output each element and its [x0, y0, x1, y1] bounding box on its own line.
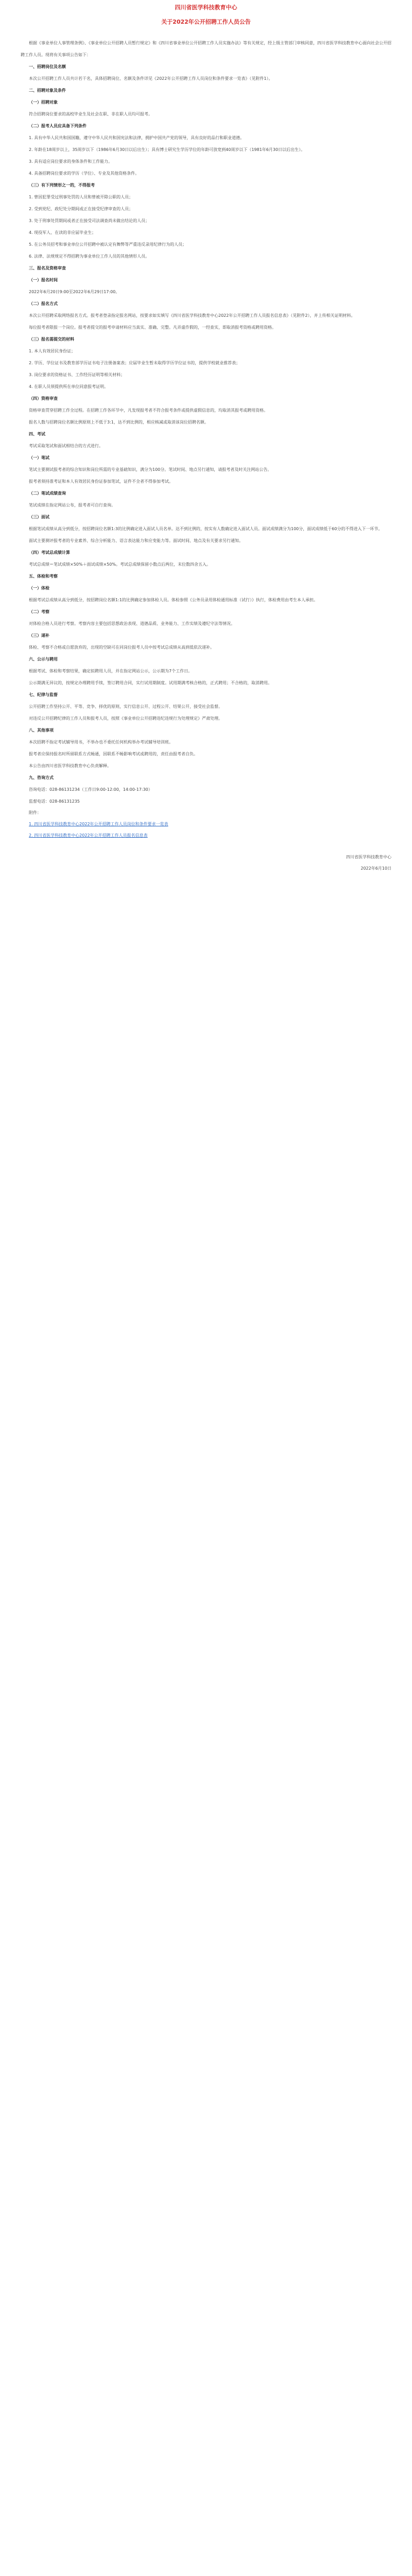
section-heading: （三）有下列情形之一的，不得报考	[29, 183, 95, 188]
paragraph: 根据考试、体检和考察结果，确定拟聘用人员，并在指定网站公示，公示期为7个工作日。	[29, 669, 193, 673]
section-heading: （一）笔试	[29, 455, 49, 460]
paragraph: 3. 岗位要求的资格证书、工作经历证明等相关材料；	[29, 372, 125, 377]
section-heading: 三、报名及资格审查	[29, 266, 66, 270]
section-heading: 一、招聘岗位及名额	[29, 64, 66, 69]
paragraph: 本公告由四川省医学科技教育中心负责解释。	[29, 764, 111, 768]
paragraph: 报名人数与招聘岗位名额比例原则上不低于3:1，达不到比例的，相应核减或取消该岗位招聘名额。	[29, 420, 209, 425]
section-heading: （三）递补	[29, 633, 49, 638]
paragraph: 1. 曾因犯罪受过刑事处罚的人员和曾被开除公职的人员；	[29, 195, 133, 199]
paragraph: 本次公开招聘采取网络报名方式。报考者登录指定报名网站，按要求如实填写《四川省医学科技教育中心2022年公开招聘工作人员报名信息表》（见附件2），并上传相关证明材料。	[29, 313, 355, 318]
paragraph: 2. 学历、学位证书及教育部学历证书电子注册备案表；应届毕业生暂未取得学历学位证书的，提供学校就业推荐表；	[29, 361, 241, 365]
section-heading: （四）资格审查	[29, 396, 58, 401]
attachment-link[interactable]: 1. 四川省医学科技教育中心2022年公开招聘工作人员岗位和条件要求一览表	[29, 822, 168, 826]
paragraph: 咨询电话：028-86131234（工作日9:00-12:00，14:00-17:30）	[29, 787, 152, 792]
paragraph: 报考者应保持报名时所留联系方式畅通，因联系不畅影响考试或聘用的，责任由报考者自负。	[29, 752, 198, 756]
document-page	[21, 0, 391, 874]
paragraph: 2022年6月20日9:00至2022年6月29日17:00。	[29, 290, 120, 294]
org-title: 四川省医学科技教育中心	[175, 4, 237, 11]
paragraph: 4. 在职人员须提供所在单位同意报考证明。	[29, 384, 109, 389]
paragraph: 对违反公开招聘纪律的工作人员和报考人员，按照《事业单位公开招聘违纪违规行为处理规定》严肃处理。	[29, 716, 222, 721]
paragraph: 公开招聘工作坚持公开、平等、竞争、择优的原则，实行信息公开、过程公开、结果公开，接受社会监督。	[29, 704, 222, 709]
signature-org: 四川省医学科技教育中心	[346, 855, 391, 859]
section-heading: （二）报名方式	[29, 301, 58, 306]
signature-block	[21, 852, 391, 874]
paragraph: 考试总成绩＝笔试成绩×50%＋面试成绩×50%。考试总成绩保留小数点后两位，末位数四舍五入。	[29, 562, 211, 567]
section-heading: （一）体检	[29, 586, 49, 590]
paragraph: 考试采取笔试和面试相结合的方式进行。	[29, 444, 103, 448]
paragraph: 每位报考者限报一个岗位。报考者提交的报考申请材料应当真实、准确、完整。凡弄虚作假的，一经查实，即取消报考资格或聘用资格。	[29, 325, 276, 330]
notice-body	[21, 37, 391, 807]
section-heading: 七、纪律与监督	[29, 692, 58, 697]
paragraph: 资格审查贯穿招聘工作全过程。在招聘工作各环节中，凡发现报考者不符合报考条件或提供虚假信息的，均取消其报考或聘用资格。	[29, 408, 268, 413]
section-heading: （一）报名时间	[29, 278, 58, 282]
section-heading: 五、体检和考察	[29, 574, 58, 579]
paragraph: 监督电话：028-86131235	[29, 799, 80, 804]
paragraph: 4. 现役军人、在读的非应届毕业生；	[29, 230, 96, 235]
paragraph: 2. 受到党纪、政纪处分期间或正在接受纪律审查的人员；	[29, 207, 133, 211]
attachment-link[interactable]: 2. 四川省医学科技教育中心2022年公开招聘工作人员报名信息表	[29, 833, 148, 838]
paragraph: 根据《事业单位人事管理条例》、《事业单位公开招聘人员暂行规定》和《四川省事业单位公开招聘工作人员实施办法》等有关规定，经上级主管部门审核同意，四川省医学科技教育中心面向社会公开招聘工作人员。现将有关事项公告如下：	[21, 41, 391, 57]
paragraph: 3. 处于刑事处罚期间或者正在接受司法调查尚未做出结论的人员；	[29, 218, 150, 223]
paragraph: 1. 本人有效居民身份证；	[29, 349, 76, 353]
paragraph: 本次公开招聘工作人员共计若干名，具体招聘岗位、名额及条件详见《2022年公开招聘工作人员岗位和条件要求一览表》（见附件1）。	[29, 76, 273, 81]
section-heading: （三）面试	[29, 515, 49, 519]
section-heading: 二、招聘对象及条件	[29, 88, 66, 93]
attachment-list	[21, 819, 391, 841]
paragraph: 1. 具有中华人民共和国国籍，遵守中华人民共和国宪法和法律，拥护中国共产党的领导，具有良好的品行和职业道德。	[29, 135, 245, 140]
section-heading: 九、咨询方式	[29, 775, 54, 780]
signature-date: 2022年6月10日	[360, 866, 391, 871]
section-heading: （二）报考人员应具备下列条件	[29, 124, 87, 128]
paragraph: 5. 在公务员招考和事业单位公开招聘中被认定有舞弊等严重违反录用纪律行为的人员；	[29, 242, 187, 247]
paragraph: 2. 年龄在18周岁以上，35周岁以下（1986年6月30日以后出生）；具有博士研究生学历学位的年龄可放宽到40周岁以下（1981年6月30日以后出生）。	[29, 147, 305, 152]
paragraph: 根据笔试成绩从高分到低分，按招聘岗位名额1:3的比例确定进入面试人员名单。达不到比例的，按实有人数确定进入面试人员。面试成绩满分为100分，面试成绩低于60分的不得进入下一环节。	[29, 527, 383, 531]
paragraph: 笔试成绩在指定网站公布，报考者可自行查询。	[29, 503, 115, 507]
paragraph: 4. 具备招聘岗位要求的学历（学位）、专业及其他资格条件。	[29, 171, 140, 176]
section-heading: （二）笔试成绩查询	[29, 491, 66, 496]
section-heading: （四）考试总成绩计算	[29, 550, 70, 555]
paragraph: 对体检合格人员进行考察。考察内容主要包括思想政治表现、道德品质、业务能力、工作实绩及遵纪守法等情况。	[29, 621, 235, 626]
paragraph: 3. 具有适应岗位要求的身体条件和工作能力。	[29, 159, 113, 164]
section-heading: 八、其他事项	[29, 728, 54, 733]
paragraph: 面试主要测评报考者的专业素养、综合分析能力、语言表达能力和应变能力等。面试时间、地点及有关要求另行通知。	[29, 538, 243, 543]
notice-title: 关于2022年公开招聘工作人员公告	[161, 19, 251, 25]
paragraph: 本次招聘不指定考试辅导用书，不举办也不委托任何机构举办考试辅导培训班。	[29, 740, 173, 744]
paragraph: 根据考试总成绩从高分到低分，按招聘岗位名额1:1的比例确定参加体检人员。体检参照《公务员录用体检通用标准（试行）》执行，体检费用由考生本人承担。	[29, 598, 318, 602]
paragraph: 公示期满无异议的，按规定办理聘用手续，签订聘用合同，实行试用期制度。试用期满考核合格的，正式聘用；不合格的，取消聘用。	[29, 681, 272, 685]
section-heading: 四、考试	[29, 432, 45, 436]
section-heading: （三）报名需提交的材料	[29, 337, 74, 342]
paragraph: 6. 法律、法规规定不得招聘为事业单位工作人员的其他情形人员。	[29, 254, 150, 259]
section-heading: （二）考察	[29, 609, 49, 614]
attachment-item	[21, 819, 391, 830]
attachment-label: 附件：	[29, 810, 41, 815]
paragraph: 报考者须持准考证和本人有效居民身份证参加笔试，证件不全者不得参加考试。	[29, 479, 173, 484]
attachment-item	[21, 830, 391, 841]
paragraph: 符合招聘岗位要求的高校毕业生及社会在职、非在职人员均可报考。	[29, 112, 152, 116]
paragraph: 笔试主要测试报考者的综合知识和岗位所需的专业基础知识，满分为100分。笔试时间、地点另行通知，请报考者及时关注网站公告。	[29, 467, 272, 472]
section-heading: （一）招聘对象	[29, 100, 58, 105]
paragraph: 体检、考察不合格或自愿放弃的，出现的空缺可在同岗位报考人员中按考试总成绩从高到低依次递补。	[29, 645, 214, 650]
section-heading: 六、公示与聘用	[29, 657, 58, 662]
